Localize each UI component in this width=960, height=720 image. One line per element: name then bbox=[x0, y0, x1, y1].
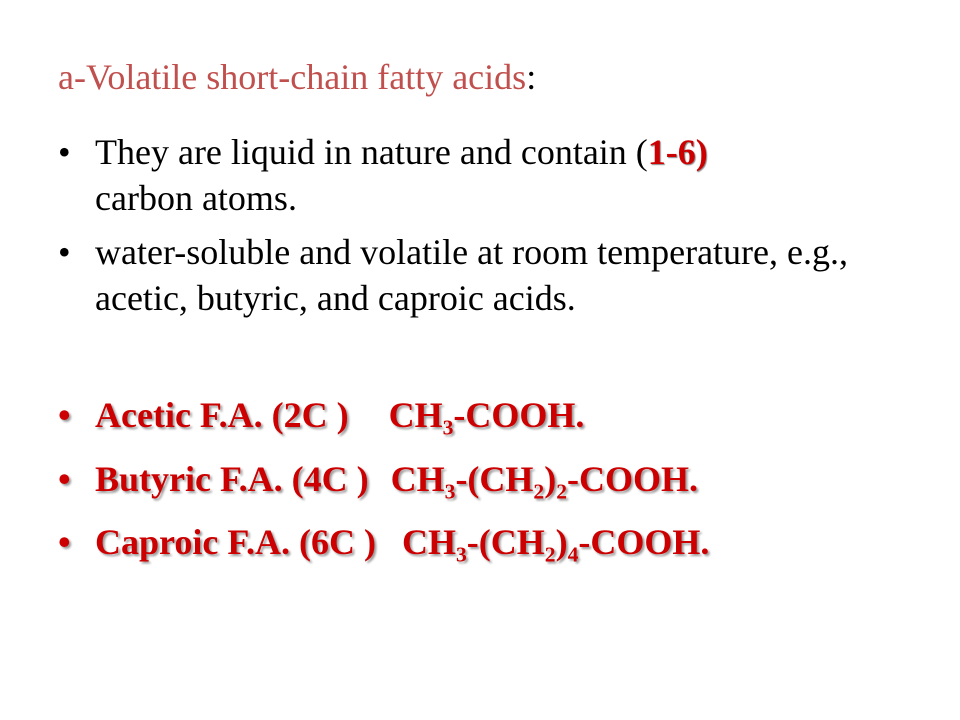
acid-name: Butyric F.A. (4C ) bbox=[95, 459, 369, 499]
carbon-range-highlight: 1-6) bbox=[647, 132, 708, 172]
formula-part: ) bbox=[555, 522, 568, 562]
formula-part: ) bbox=[544, 459, 557, 499]
bullet-marker: • bbox=[58, 132, 71, 172]
acid-formula bbox=[402, 522, 710, 567]
acid-line bbox=[95, 456, 918, 502]
bullet-marker: • bbox=[58, 395, 71, 435]
formula-part: -COOH. bbox=[453, 395, 585, 435]
slide-heading bbox=[58, 54, 536, 100]
bullet-marker: • bbox=[58, 522, 71, 562]
bullet-text bbox=[95, 129, 918, 221]
heading-colon: : bbox=[526, 57, 537, 97]
acid-name: Acetic F.A. (2C ) bbox=[95, 395, 349, 435]
formula-subscript: 2 bbox=[533, 479, 545, 504]
formula-part: CH bbox=[390, 459, 445, 499]
formula-part: -(CH bbox=[455, 459, 534, 499]
acid-line bbox=[95, 392, 918, 438]
formula-subscript: 3 bbox=[456, 542, 467, 567]
formula-subscript: 3 bbox=[444, 479, 456, 504]
acid-name: Caproic F.A. (6C ) bbox=[95, 522, 376, 562]
acid-formula bbox=[390, 459, 699, 504]
bullet-marker: • bbox=[58, 232, 71, 272]
formula-part: -COOH. bbox=[578, 522, 710, 562]
formula-subscript: 4 bbox=[567, 542, 579, 567]
formula-subscript: 3 bbox=[442, 415, 454, 440]
bullet-text-before: They are liquid in nature and contain ( bbox=[95, 132, 648, 172]
formula-part: -(CH bbox=[466, 522, 545, 562]
bullet-liquid-nature bbox=[58, 129, 918, 221]
bullet-water-soluble bbox=[58, 229, 918, 321]
acid-item-butyric bbox=[58, 456, 918, 502]
formula-part: CH bbox=[388, 395, 443, 435]
formula-part: -COOH. bbox=[567, 459, 699, 499]
formula-subscript: 2 bbox=[556, 479, 568, 504]
bullet-marker: • bbox=[58, 459, 71, 499]
acid-item-caproic bbox=[58, 519, 918, 565]
bullet-text: water-soluble and volatile at room temperature, e.g., acetic, butyric, and caproic acids. bbox=[95, 232, 848, 318]
acid-formula bbox=[388, 395, 585, 440]
formula-subscript: 2 bbox=[544, 542, 556, 567]
acid-item-acetic bbox=[58, 392, 918, 438]
bullet-text-after: carbon atoms. bbox=[95, 178, 297, 218]
heading-text: a-Volatile short-chain fatty acids bbox=[58, 57, 527, 97]
acid-line bbox=[95, 519, 918, 565]
formula-part: CH bbox=[402, 522, 456, 562]
